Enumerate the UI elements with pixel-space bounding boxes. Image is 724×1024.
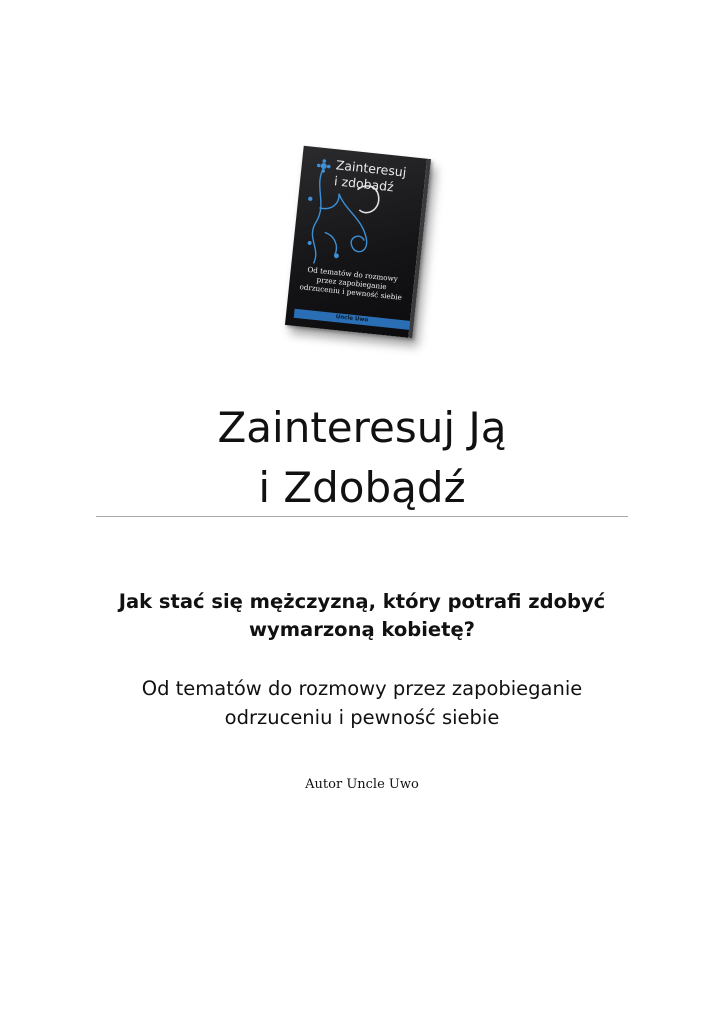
book-cover-image [282, 148, 442, 346]
document-subtitle-line-1: Jak stać się mężczyzną, który potrafi zdobyć [118, 590, 606, 613]
document-tagline [60, 674, 664, 732]
document-subtitle [60, 588, 664, 644]
document-tagline-line-1: Od tematów do rozmowy przez zapobieganie [141, 677, 583, 700]
document-title-line-2: i Zdobądź [258, 463, 466, 512]
cover-author: Uncle Uwo [294, 309, 410, 330]
cover-title-line-1: Zainteresuj [335, 157, 408, 180]
title-divider [96, 516, 628, 517]
document-title-line-1: Zainteresuj Ją [217, 403, 507, 452]
document-tagline-line-2: odrzuceniu i pewność siebie [224, 706, 500, 729]
document-subtitle-line-2: wymarzoną kobietę? [249, 618, 475, 641]
document-title [0, 398, 724, 518]
cover-subtitle: Od tematów do rozmowy przez zapobieganie odrzuceniu i pewność siebie [299, 264, 403, 302]
book-cover [285, 146, 431, 338]
cover-title-line-2: i zdobądź [333, 173, 395, 195]
document-author: Autor Uncle Uwo [305, 777, 419, 792]
